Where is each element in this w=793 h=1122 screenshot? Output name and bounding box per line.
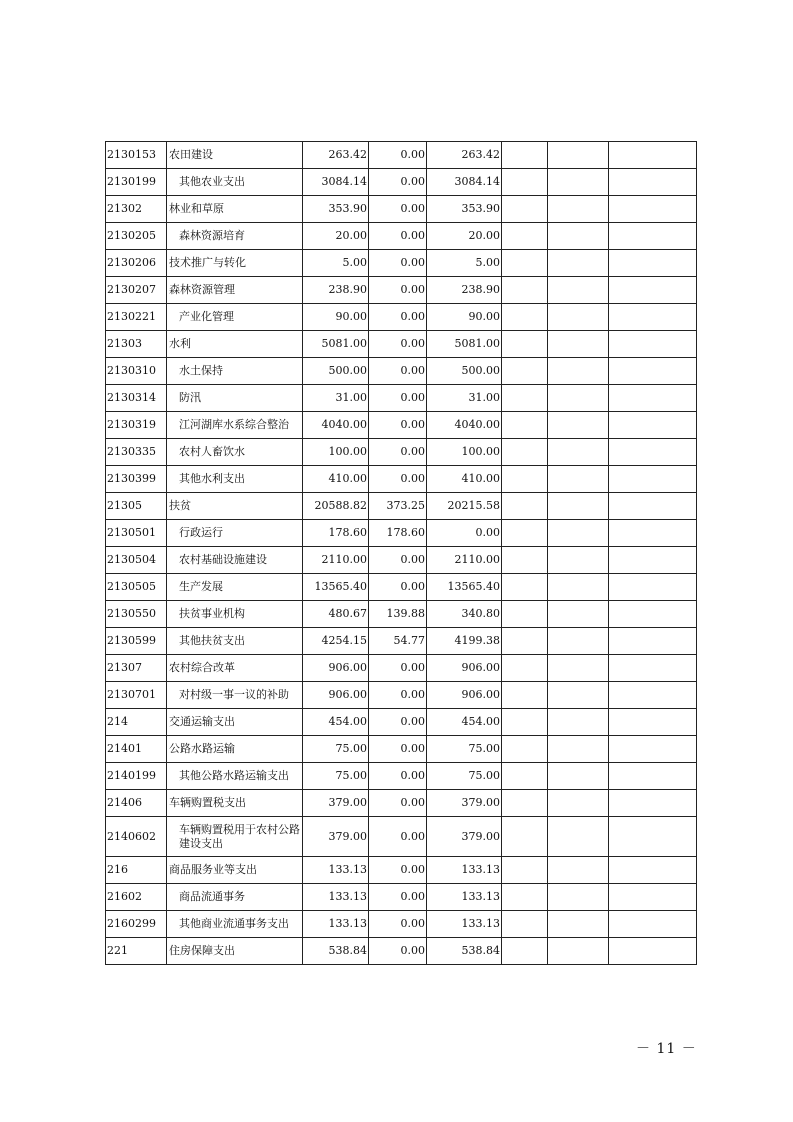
cell-empty xyxy=(609,223,697,250)
cell-basic: 0.00 xyxy=(369,385,427,412)
cell-empty xyxy=(502,601,548,628)
table-row xyxy=(106,817,697,857)
cell-total: 2110.00 xyxy=(303,547,369,574)
cell-project: 500.00 xyxy=(427,358,502,385)
cell-code: 2130335 xyxy=(106,439,167,466)
cell-empty xyxy=(502,169,548,196)
cell-code: 2140199 xyxy=(106,763,167,790)
cell-project: 75.00 xyxy=(427,763,502,790)
cell-project: 4040.00 xyxy=(427,412,502,439)
cell-empty xyxy=(548,655,609,682)
cell-project: 263.42 xyxy=(427,142,502,169)
cell-basic: 0.00 xyxy=(369,911,427,938)
cell-empty xyxy=(548,763,609,790)
cell-empty xyxy=(502,574,548,601)
cell-code: 21303 xyxy=(106,331,167,358)
table-row xyxy=(106,466,697,493)
cell-empty xyxy=(548,304,609,331)
page-number: － 11 － xyxy=(636,1041,697,1057)
table-row xyxy=(106,736,697,763)
cell-project: 20.00 xyxy=(427,223,502,250)
cell-project: 133.13 xyxy=(427,911,502,938)
cell-project: 100.00 xyxy=(427,439,502,466)
cell-empty xyxy=(609,142,697,169)
cell-basic: 373.25 xyxy=(369,493,427,520)
cell-empty xyxy=(502,358,548,385)
cell-empty xyxy=(548,493,609,520)
cell-empty xyxy=(548,628,609,655)
cell-total: 238.90 xyxy=(303,277,369,304)
cell-total: 5.00 xyxy=(303,250,369,277)
cell-empty xyxy=(609,520,697,547)
cell-project: 2110.00 xyxy=(427,547,502,574)
cell-code: 2130221 xyxy=(106,304,167,331)
cell-project: 20215.58 xyxy=(427,493,502,520)
cell-code: 2130310 xyxy=(106,358,167,385)
cell-empty xyxy=(502,250,548,277)
cell-empty xyxy=(609,911,697,938)
cell-empty xyxy=(548,250,609,277)
cell-project: 31.00 xyxy=(427,385,502,412)
table-row xyxy=(106,655,697,682)
cell-empty xyxy=(548,709,609,736)
cell-project: 238.90 xyxy=(427,277,502,304)
cell-code: 214 xyxy=(106,709,167,736)
cell-empty xyxy=(548,682,609,709)
cell-total: 4254.15 xyxy=(303,628,369,655)
cell-basic: 0.00 xyxy=(369,709,427,736)
cell-empty xyxy=(609,817,697,857)
cell-code: 21602 xyxy=(106,884,167,911)
cell-total: 538.84 xyxy=(303,938,369,965)
cell-total: 133.13 xyxy=(303,911,369,938)
cell-basic: 0.00 xyxy=(369,790,427,817)
cell-total: 454.00 xyxy=(303,709,369,736)
cell-basic: 0.00 xyxy=(369,304,427,331)
cell-basic: 0.00 xyxy=(369,250,427,277)
cell-project: 379.00 xyxy=(427,817,502,857)
cell-total: 379.00 xyxy=(303,817,369,857)
table-row xyxy=(106,857,697,884)
cell-empty xyxy=(502,628,548,655)
cell-total: 3084.14 xyxy=(303,169,369,196)
cell-name: 商品服务业等支出 xyxy=(167,857,303,884)
cell-code: 2140602 xyxy=(106,817,167,857)
table-row xyxy=(106,601,697,628)
cell-project: 5081.00 xyxy=(427,331,502,358)
cell-project: 906.00 xyxy=(427,655,502,682)
cell-empty xyxy=(548,736,609,763)
table-row xyxy=(106,196,697,223)
cell-total: 20.00 xyxy=(303,223,369,250)
cell-empty xyxy=(609,763,697,790)
cell-empty xyxy=(502,790,548,817)
cell-total: 20588.82 xyxy=(303,493,369,520)
cell-total: 133.13 xyxy=(303,857,369,884)
cell-name: 技术推广与转化 xyxy=(167,250,303,277)
cell-empty xyxy=(548,466,609,493)
table-row xyxy=(106,169,697,196)
table-row xyxy=(106,520,697,547)
cell-total: 100.00 xyxy=(303,439,369,466)
cell-total: 31.00 xyxy=(303,385,369,412)
cell-name: 其他水利支出 xyxy=(167,466,303,493)
cell-basic: 0.00 xyxy=(369,682,427,709)
cell-empty xyxy=(609,736,697,763)
cell-empty xyxy=(502,439,548,466)
cell-name: 公路水路运输 xyxy=(167,736,303,763)
cell-name: 住房保障支出 xyxy=(167,938,303,965)
cell-empty xyxy=(502,682,548,709)
cell-empty xyxy=(609,682,697,709)
cell-name: 扶贫 xyxy=(167,493,303,520)
cell-empty xyxy=(502,763,548,790)
cell-empty xyxy=(609,884,697,911)
cell-total: 5081.00 xyxy=(303,331,369,358)
cell-project: 538.84 xyxy=(427,938,502,965)
cell-basic: 0.00 xyxy=(369,439,427,466)
cell-project: 133.13 xyxy=(427,857,502,884)
cell-name: 江河湖库水系综合整治 xyxy=(167,412,303,439)
cell-basic: 0.00 xyxy=(369,169,427,196)
table-row xyxy=(106,304,697,331)
cell-name: 其他扶贫支出 xyxy=(167,628,303,655)
cell-project: 75.00 xyxy=(427,736,502,763)
cell-empty xyxy=(548,911,609,938)
cell-basic: 0.00 xyxy=(369,547,427,574)
cell-empty xyxy=(502,331,548,358)
cell-empty xyxy=(609,857,697,884)
cell-name: 产业化管理 xyxy=(167,304,303,331)
cell-empty xyxy=(548,358,609,385)
cell-name: 林业和草原 xyxy=(167,196,303,223)
cell-code: 2130314 xyxy=(106,385,167,412)
cell-code: 2130199 xyxy=(106,169,167,196)
cell-project: 5.00 xyxy=(427,250,502,277)
cell-name: 农村综合改革 xyxy=(167,655,303,682)
table-row xyxy=(106,331,697,358)
cell-basic: 0.00 xyxy=(369,331,427,358)
cell-basic: 0.00 xyxy=(369,277,427,304)
cell-basic: 0.00 xyxy=(369,857,427,884)
cell-empty xyxy=(502,223,548,250)
cell-name: 森林资源管理 xyxy=(167,277,303,304)
table-row xyxy=(106,439,697,466)
cell-name: 防汛 xyxy=(167,385,303,412)
cell-empty xyxy=(502,493,548,520)
cell-empty xyxy=(502,938,548,965)
cell-basic: 0.00 xyxy=(369,817,427,857)
cell-empty xyxy=(502,412,548,439)
cell-basic: 139.88 xyxy=(369,601,427,628)
cell-empty xyxy=(609,466,697,493)
table-row xyxy=(106,763,697,790)
cell-name: 其他公路水路运输支出 xyxy=(167,763,303,790)
cell-basic: 0.00 xyxy=(369,223,427,250)
cell-empty xyxy=(548,331,609,358)
cell-basic: 0.00 xyxy=(369,736,427,763)
cell-empty xyxy=(502,884,548,911)
cell-empty xyxy=(548,385,609,412)
cell-name: 水利 xyxy=(167,331,303,358)
cell-project: 410.00 xyxy=(427,466,502,493)
cell-code: 2130599 xyxy=(106,628,167,655)
cell-total: 4040.00 xyxy=(303,412,369,439)
cell-total: 906.00 xyxy=(303,682,369,709)
cell-total: 500.00 xyxy=(303,358,369,385)
cell-empty xyxy=(502,709,548,736)
cell-code: 2130205 xyxy=(106,223,167,250)
cell-empty xyxy=(548,142,609,169)
cell-name: 水土保持 xyxy=(167,358,303,385)
table-row xyxy=(106,682,697,709)
cell-empty xyxy=(609,331,697,358)
cell-name: 农村基础设施建设 xyxy=(167,547,303,574)
cell-code: 2130501 xyxy=(106,520,167,547)
cell-name: 森林资源培育 xyxy=(167,223,303,250)
cell-empty xyxy=(609,439,697,466)
cell-empty xyxy=(548,601,609,628)
cell-empty xyxy=(609,250,697,277)
table-row xyxy=(106,358,697,385)
cell-basic: 54.77 xyxy=(369,628,427,655)
cell-empty xyxy=(502,520,548,547)
cell-project: 3084.14 xyxy=(427,169,502,196)
cell-code: 2130399 xyxy=(106,466,167,493)
cell-total: 90.00 xyxy=(303,304,369,331)
cell-empty xyxy=(548,412,609,439)
cell-name: 农村人畜饮水 xyxy=(167,439,303,466)
table-row xyxy=(106,493,697,520)
cell-total: 133.13 xyxy=(303,884,369,911)
cell-name: 扶贫事业机构 xyxy=(167,601,303,628)
cell-empty xyxy=(548,817,609,857)
cell-basic: 178.60 xyxy=(369,520,427,547)
cell-empty xyxy=(502,911,548,938)
cell-total: 379.00 xyxy=(303,790,369,817)
cell-empty xyxy=(609,412,697,439)
cell-name: 农田建设 xyxy=(167,142,303,169)
cell-empty xyxy=(548,520,609,547)
table-row xyxy=(106,250,697,277)
cell-empty xyxy=(502,547,548,574)
cell-basic: 0.00 xyxy=(369,196,427,223)
cell-empty xyxy=(609,277,697,304)
table-row xyxy=(106,412,697,439)
table-row xyxy=(106,277,697,304)
cell-total: 480.67 xyxy=(303,601,369,628)
cell-total: 178.60 xyxy=(303,520,369,547)
cell-code: 2130319 xyxy=(106,412,167,439)
cell-empty xyxy=(502,196,548,223)
cell-code: 2130550 xyxy=(106,601,167,628)
cell-empty xyxy=(502,655,548,682)
cell-empty xyxy=(548,439,609,466)
cell-project: 90.00 xyxy=(427,304,502,331)
table-row xyxy=(106,709,697,736)
cell-empty xyxy=(609,493,697,520)
cell-empty xyxy=(609,655,697,682)
cell-empty xyxy=(548,884,609,911)
table-row xyxy=(106,938,697,965)
cell-code: 216 xyxy=(106,857,167,884)
cell-name: 对村级一事一议的补助 xyxy=(167,682,303,709)
cell-basic: 0.00 xyxy=(369,884,427,911)
cell-name: 车辆购置税用于农村公路建设支出 xyxy=(167,817,303,857)
cell-empty xyxy=(502,142,548,169)
cell-total: 263.42 xyxy=(303,142,369,169)
cell-total: 75.00 xyxy=(303,736,369,763)
cell-name: 行政运行 xyxy=(167,520,303,547)
cell-basic: 0.00 xyxy=(369,358,427,385)
cell-name: 其他农业支出 xyxy=(167,169,303,196)
cell-code: 2130505 xyxy=(106,574,167,601)
cell-basic: 0.00 xyxy=(369,763,427,790)
cell-empty xyxy=(609,304,697,331)
table-row xyxy=(106,911,697,938)
cell-code: 221 xyxy=(106,938,167,965)
cell-basic: 0.00 xyxy=(369,142,427,169)
cell-empty xyxy=(502,857,548,884)
cell-code: 21406 xyxy=(106,790,167,817)
table-row xyxy=(106,547,697,574)
cell-empty xyxy=(548,857,609,884)
cell-project: 353.90 xyxy=(427,196,502,223)
cell-empty xyxy=(502,466,548,493)
cell-total: 13565.40 xyxy=(303,574,369,601)
cell-empty xyxy=(548,169,609,196)
cell-empty xyxy=(548,574,609,601)
cell-empty xyxy=(548,277,609,304)
cell-project: 4199.38 xyxy=(427,628,502,655)
cell-code: 2130504 xyxy=(106,547,167,574)
cell-code: 2130701 xyxy=(106,682,167,709)
cell-empty xyxy=(609,790,697,817)
cell-total: 353.90 xyxy=(303,196,369,223)
cell-project: 906.00 xyxy=(427,682,502,709)
cell-project: 379.00 xyxy=(427,790,502,817)
cell-empty xyxy=(548,790,609,817)
cell-empty xyxy=(609,938,697,965)
cell-empty xyxy=(609,169,697,196)
cell-empty xyxy=(502,736,548,763)
cell-empty xyxy=(548,547,609,574)
cell-total: 75.00 xyxy=(303,763,369,790)
cell-empty xyxy=(609,574,697,601)
table-row xyxy=(106,574,697,601)
cell-basic: 0.00 xyxy=(369,938,427,965)
cell-name: 车辆购置税支出 xyxy=(167,790,303,817)
cell-code: 2130206 xyxy=(106,250,167,277)
table-row xyxy=(106,223,697,250)
cell-empty xyxy=(502,385,548,412)
cell-empty xyxy=(502,304,548,331)
cell-empty xyxy=(502,817,548,857)
cell-name: 交通运输支出 xyxy=(167,709,303,736)
cell-project: 340.80 xyxy=(427,601,502,628)
cell-empty xyxy=(609,385,697,412)
cell-name: 生产发展 xyxy=(167,574,303,601)
budget-table xyxy=(105,141,697,965)
cell-project: 0.00 xyxy=(427,520,502,547)
cell-name: 商品流通事务 xyxy=(167,884,303,911)
table-row xyxy=(106,790,697,817)
cell-empty xyxy=(609,628,697,655)
cell-empty xyxy=(609,601,697,628)
table-row xyxy=(106,142,697,169)
cell-code: 2130207 xyxy=(106,277,167,304)
cell-empty xyxy=(609,358,697,385)
cell-total: 906.00 xyxy=(303,655,369,682)
table-row xyxy=(106,884,697,911)
cell-empty xyxy=(548,223,609,250)
cell-project: 133.13 xyxy=(427,884,502,911)
cell-name: 其他商业流通事务支出 xyxy=(167,911,303,938)
cell-empty xyxy=(502,277,548,304)
cell-empty xyxy=(609,547,697,574)
cell-basic: 0.00 xyxy=(369,655,427,682)
cell-basic: 0.00 xyxy=(369,466,427,493)
cell-code: 21401 xyxy=(106,736,167,763)
cell-empty xyxy=(548,938,609,965)
cell-code: 21302 xyxy=(106,196,167,223)
cell-code: 2130153 xyxy=(106,142,167,169)
table-row xyxy=(106,628,697,655)
cell-project: 454.00 xyxy=(427,709,502,736)
cell-project: 13565.40 xyxy=(427,574,502,601)
table-row xyxy=(106,385,697,412)
cell-empty xyxy=(609,709,697,736)
cell-code: 2160299 xyxy=(106,911,167,938)
cell-empty xyxy=(548,196,609,223)
cell-code: 21305 xyxy=(106,493,167,520)
cell-basic: 0.00 xyxy=(369,574,427,601)
cell-empty xyxy=(609,196,697,223)
cell-code: 21307 xyxy=(106,655,167,682)
cell-total: 410.00 xyxy=(303,466,369,493)
cell-basic: 0.00 xyxy=(369,412,427,439)
